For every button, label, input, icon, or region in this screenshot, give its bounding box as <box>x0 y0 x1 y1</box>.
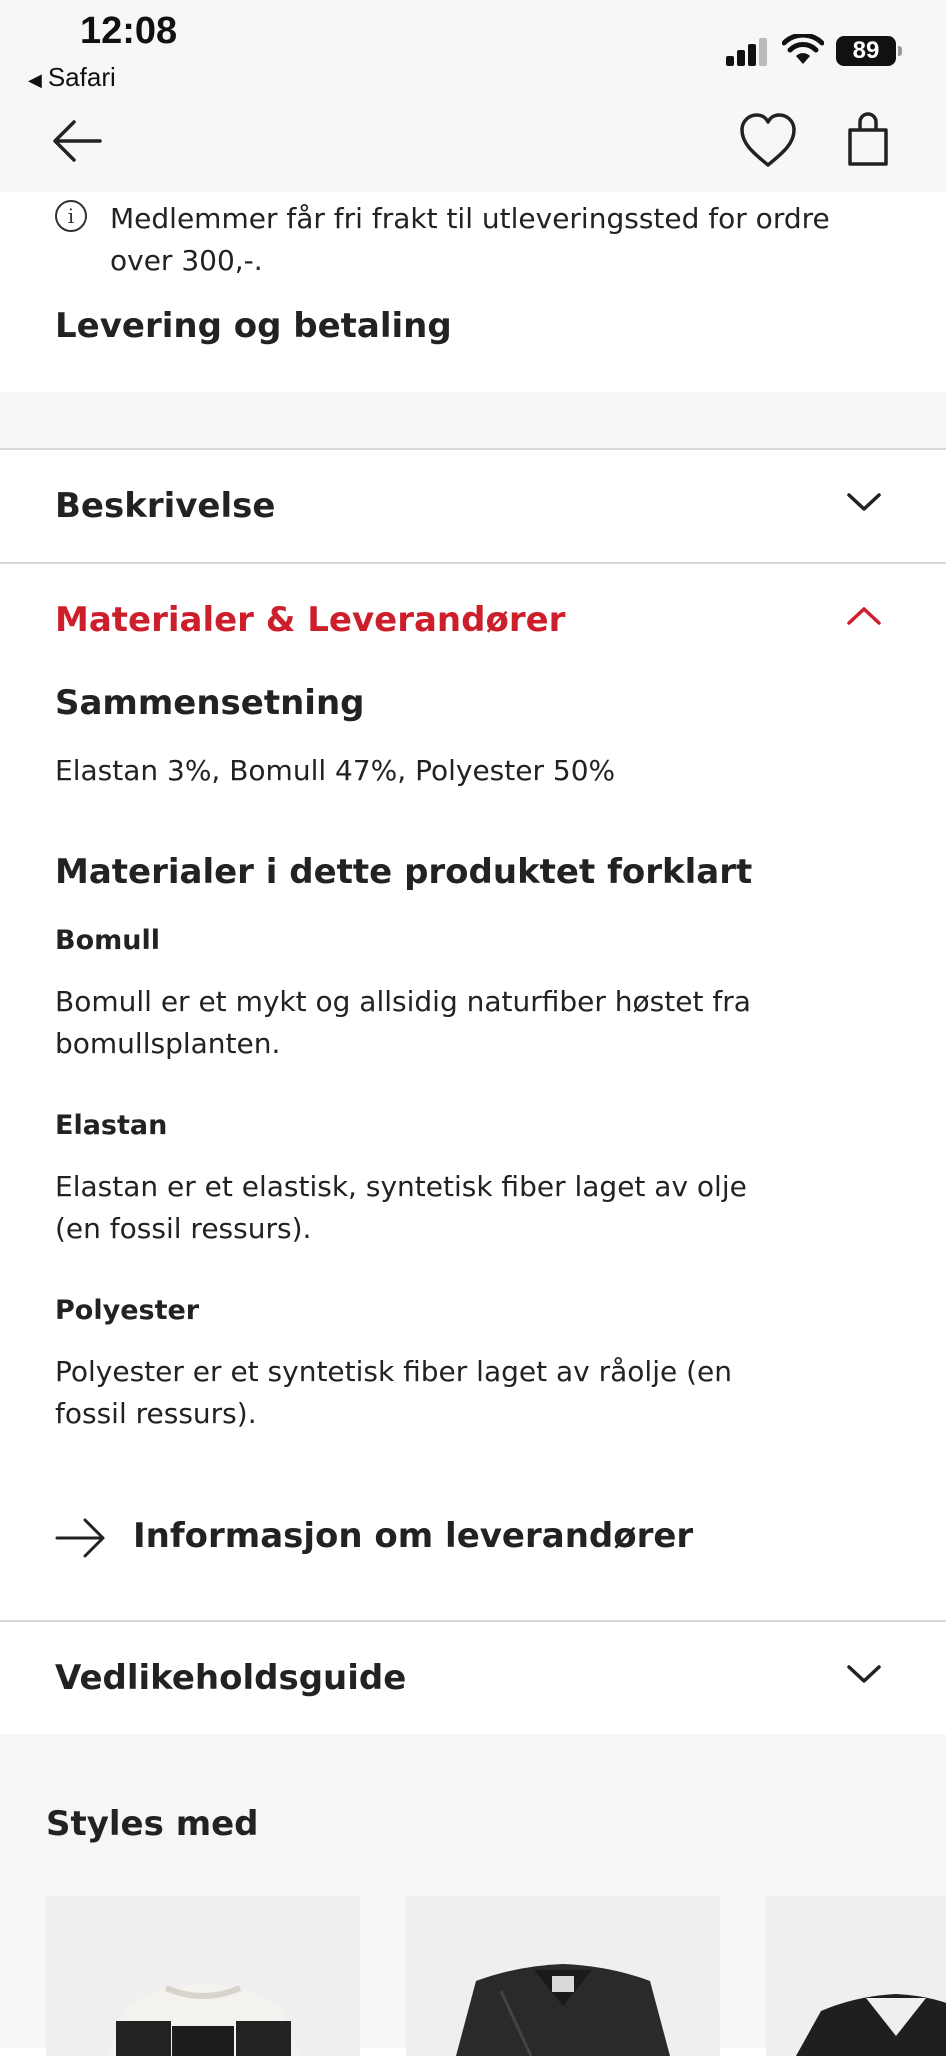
accordion-materials-label: Materialer & Leverandører <box>55 600 566 640</box>
accordion-description-label: Beskrivelse <box>55 486 276 526</box>
material-text-bomull: Bomull er et mykt og allsidig naturfiber høstet fra bomullsplanten. <box>55 985 751 1060</box>
accordion-care-guide[interactable] <box>0 1620 946 1734</box>
material-name-bomull: Bomull <box>55 925 160 956</box>
delivery-payment-link[interactable]: Levering og betaling <box>55 306 452 346</box>
back-app-label: Safari <box>47 62 116 92</box>
product-card[interactable] <box>766 1896 946 2056</box>
arrow-left-icon[interactable] <box>50 114 104 168</box>
status-time: 12:08 <box>80 10 178 52</box>
chevron-down-icon <box>846 1662 882 1686</box>
accordion-description[interactable] <box>0 450 946 564</box>
battery-indicator: 89 <box>836 36 896 66</box>
back-triangle-icon: ◀ <box>28 70 42 90</box>
material-text-polyester: Polyester er et syntetisk fiber laget av råolje (en fossil ressurs). <box>55 1355 732 1430</box>
section-divider-band <box>0 392 946 450</box>
info-icon: i <box>55 200 87 232</box>
composition-title: Sammensetning <box>55 683 365 723</box>
cellular-signal-icon <box>726 38 770 66</box>
product-image <box>406 1896 720 2056</box>
product-image <box>766 1896 946 2056</box>
heart-icon[interactable] <box>738 112 798 170</box>
styles-title: Styles med <box>46 1804 259 1844</box>
battery-tip <box>898 46 902 56</box>
material-name-elastan: Elastan <box>55 1110 168 1141</box>
material-name-polyester: Polyester <box>55 1295 200 1326</box>
back-to-app-link[interactable] <box>28 62 116 93</box>
material-text-elastan: Elastan er et elastisk, syntetisk fiber laget av olje (en fossil ressurs). <box>55 1170 747 1245</box>
supplier-info-link[interactable] <box>55 1510 755 1566</box>
chevron-down-icon <box>846 490 882 514</box>
materials-explained-title: Materialer i dette produktet forklart <box>55 852 753 892</box>
accordion-care-label: Vedlikeholdsguide <box>55 1658 407 1698</box>
composition-value: Elastan 3%, Bomull 47%, Polyester 50% <box>55 754 616 787</box>
arrow-right-icon <box>55 1514 107 1562</box>
product-image <box>46 1896 360 2056</box>
wifi-icon <box>782 34 824 66</box>
chevron-up-icon <box>846 604 882 628</box>
shopping-bag-icon[interactable] <box>844 112 892 168</box>
styles-section <box>0 1734 946 2048</box>
product-card[interactable] <box>406 1896 720 2056</box>
product-card[interactable] <box>46 1896 360 2056</box>
accordion-materials[interactable] <box>0 564 946 676</box>
supplier-info-label: Informasjon om leverandører <box>133 1516 694 1556</box>
shipping-info-text: Medlemmer får fri frakt til utleveringssted for ordre over 300,-. <box>110 202 830 277</box>
top-bar <box>0 0 946 192</box>
